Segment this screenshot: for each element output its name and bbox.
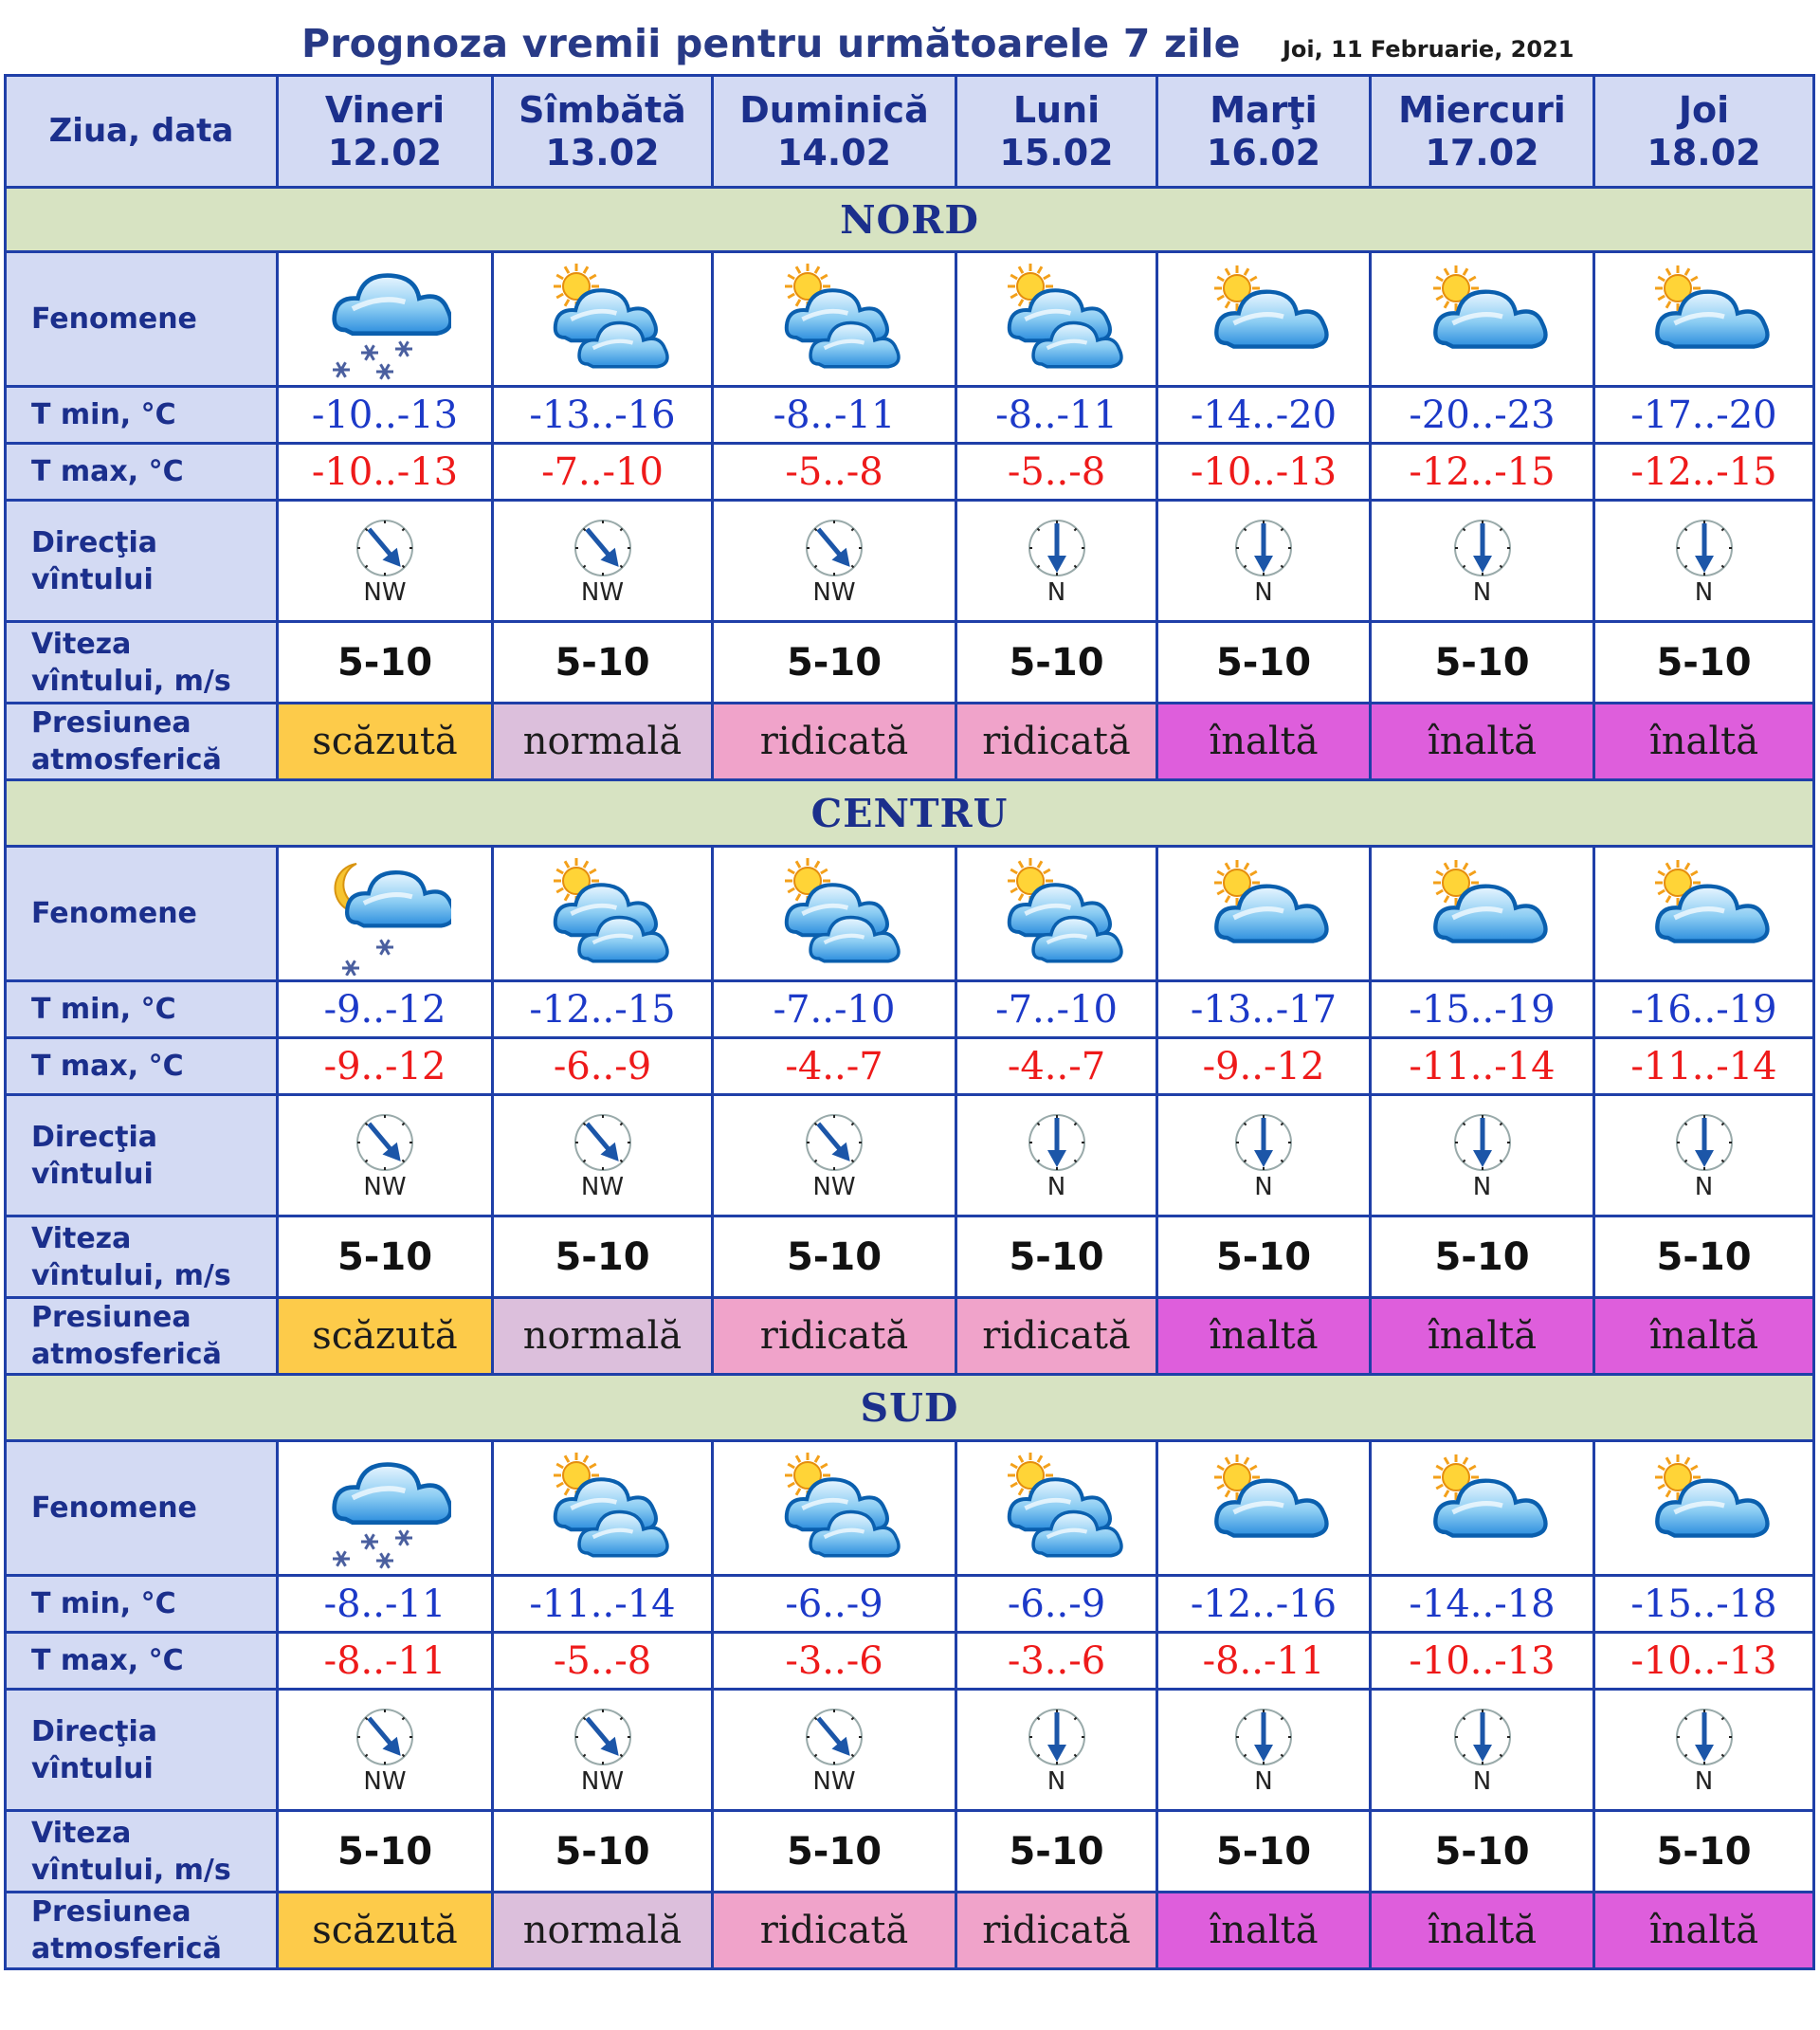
- moon-cloud-snow-icon: [279, 852, 491, 976]
- sun-cloud-icon: [957, 258, 1156, 381]
- pressure-value: înaltă: [1371, 1893, 1594, 1969]
- tmax-value: -5..-8: [956, 444, 1157, 501]
- weather-cell: [956, 847, 1157, 981]
- current-date: Joi, 11 Februarie, 2021: [1283, 36, 1574, 63]
- wind-speed-value: 5-10: [1594, 1216, 1814, 1298]
- day-name: Luni: [1012, 89, 1101, 132]
- tmin-value: -13..-16: [493, 387, 713, 444]
- wind-direction-label: N: [1254, 1172, 1273, 1201]
- tmin-row: [6, 387, 1814, 444]
- row-label: [6, 1095, 278, 1216]
- tmin-value: -17..-20: [1594, 387, 1814, 444]
- tmin-value: -7..-10: [713, 981, 956, 1038]
- wind-direction-label: N: [1254, 577, 1273, 607]
- pressure-value: ridicată: [713, 1298, 956, 1375]
- wind-speed-value: 5-10: [278, 622, 493, 704]
- wind-speed-value: 5-10: [1594, 1811, 1814, 1893]
- row-label-line: vîntului, m/s: [31, 664, 231, 698]
- wind-direction-label: NW: [363, 1172, 407, 1201]
- wind-direction-cell: [1157, 1095, 1371, 1216]
- tmin-value: -15..-18: [1594, 1576, 1814, 1633]
- tmax-value: -10..-13: [1157, 444, 1371, 501]
- weather-cell: [278, 1441, 493, 1576]
- compass-icon: [494, 1112, 711, 1173]
- day-header: [278, 76, 493, 188]
- page-title: Prognoza vremii pentru următoarele 7 zile: [301, 21, 1241, 66]
- tmin-value: -6..-9: [713, 1576, 956, 1633]
- row-label: Fenomene: [6, 252, 278, 387]
- day-name: Duminică: [739, 89, 929, 132]
- tmax-value: -5..-8: [493, 1633, 713, 1690]
- tmax-value: -8..-11: [1157, 1633, 1371, 1690]
- wind-direction-cell: [1594, 1690, 1814, 1811]
- region-row: [6, 1375, 1814, 1441]
- tmax-value: -9..-12: [1157, 1038, 1371, 1095]
- wind-direction-label: N: [1694, 1766, 1714, 1796]
- day-name: Joi: [1678, 89, 1730, 132]
- tmin-value: -7..-10: [956, 981, 1157, 1038]
- tmin-value: -13..-17: [1157, 981, 1371, 1038]
- compass-icon: [1595, 1707, 1812, 1767]
- tmax-value: -10..-13: [278, 444, 493, 501]
- weather-cell: [278, 252, 493, 387]
- day-name: Sîmbătă: [519, 89, 686, 132]
- tmin-value: -8..-11: [956, 387, 1157, 444]
- wind-direction-cell: [713, 501, 956, 622]
- weather-cell: [713, 847, 956, 981]
- pressure-row: [6, 1298, 1814, 1375]
- wind-direction-cell: [1594, 501, 1814, 622]
- region-name: SUD: [6, 1375, 1814, 1441]
- wind-speed-value: 5-10: [493, 1811, 713, 1893]
- weather-cell: [493, 252, 713, 387]
- day-date: 17.02: [1425, 131, 1539, 174]
- wind-speed-value: 5-10: [1371, 622, 1594, 704]
- sun-cloud-light-icon: [1372, 852, 1592, 976]
- pressure-value: înaltă: [1594, 1298, 1814, 1375]
- tmax-row: [6, 1633, 1814, 1690]
- tmax-value: -8..-11: [278, 1633, 493, 1690]
- wind-direction-label: NW: [812, 577, 856, 607]
- pressure-value: înaltă: [1594, 704, 1814, 780]
- wind-direction-cell: [1594, 1095, 1814, 1216]
- day-header: [1157, 76, 1371, 188]
- tmin-value: -20..-23: [1371, 387, 1594, 444]
- weather-cell: [956, 252, 1157, 387]
- tmax-value: -3..-6: [956, 1633, 1157, 1690]
- day-date: 15.02: [999, 131, 1114, 174]
- wind-direction-cell: [493, 1690, 713, 1811]
- tmax-value: -6..-9: [493, 1038, 713, 1095]
- tmin-value: -10..-13: [278, 387, 493, 444]
- pressure-value: scăzută: [278, 704, 493, 780]
- compass-icon: [1158, 518, 1369, 578]
- row-label: T min, °C: [6, 1576, 278, 1633]
- row-label-line: vîntului: [31, 1751, 154, 1785]
- wind-direction-cell: [278, 1095, 493, 1216]
- tmin-value: -16..-19: [1594, 981, 1814, 1038]
- tmin-row: [6, 1576, 1814, 1633]
- tmax-value: -11..-14: [1371, 1038, 1594, 1095]
- pressure-value: scăzută: [278, 1893, 493, 1969]
- wind-direction-cell: [1371, 1095, 1594, 1216]
- day-name: Marţi: [1210, 89, 1318, 132]
- tmin-value: -15..-19: [1371, 981, 1594, 1038]
- row-label: T max, °C: [6, 444, 278, 501]
- weather-cell: [1157, 1441, 1371, 1576]
- row-label-line: Direcţia: [31, 1714, 157, 1748]
- pressure-value: ridicată: [713, 1893, 956, 1969]
- wind-direction-label: N: [1046, 1172, 1066, 1201]
- wind-direction-label: NW: [363, 577, 407, 607]
- pressure-value: înaltă: [1157, 1893, 1371, 1969]
- wind-speed-value: 5-10: [1594, 622, 1814, 704]
- row-label-line: vîntului: [31, 1157, 154, 1191]
- tmax-value: -4..-7: [956, 1038, 1157, 1095]
- row-label-line: vîntului: [31, 562, 154, 596]
- wind-direction-cell: [278, 501, 493, 622]
- pressure-value: înaltă: [1157, 1298, 1371, 1375]
- weather-cell: [956, 1441, 1157, 1576]
- row-label-line: vîntului, m/s: [31, 1258, 231, 1292]
- weather-cell: [1371, 847, 1594, 981]
- sun-cloud-icon: [494, 852, 711, 976]
- row-label: T max, °C: [6, 1038, 278, 1095]
- wind-direction-cell: [713, 1095, 956, 1216]
- pressure-row: [6, 704, 1814, 780]
- day-header: [956, 76, 1157, 188]
- compass-icon: [494, 1707, 711, 1767]
- day-header: [1594, 76, 1814, 188]
- compass-icon: [1372, 1707, 1592, 1767]
- day-date: 18.02: [1647, 131, 1761, 174]
- sun-cloud-icon: [957, 852, 1156, 976]
- wind-speed-row: [6, 1811, 1814, 1893]
- tmin-value: -11..-14: [493, 1576, 713, 1633]
- pressure-value: normală: [493, 1298, 713, 1375]
- wind-speed-value: 5-10: [1371, 1811, 1594, 1893]
- row-label-line: Viteza: [31, 627, 132, 661]
- weather-cell: [1371, 252, 1594, 387]
- wind-direction-label: N: [1694, 577, 1714, 607]
- cloud-snow-icon: [279, 258, 491, 381]
- wind-direction-label: NW: [812, 1172, 856, 1201]
- tmax-value: -12..-15: [1594, 444, 1814, 501]
- sun-cloud-light-icon: [1372, 1447, 1592, 1570]
- pressure-value: ridicată: [956, 704, 1157, 780]
- tmax-value: -9..-12: [278, 1038, 493, 1095]
- sun-cloud-light-icon: [1595, 852, 1812, 976]
- tmax-value: -3..-6: [713, 1633, 956, 1690]
- wind-speed-value: 5-10: [1157, 1216, 1371, 1298]
- row-label-line: vîntului, m/s: [31, 1853, 231, 1887]
- compass-icon: [1158, 1707, 1369, 1767]
- row-label-line: Direcţia: [31, 1120, 157, 1154]
- wind-speed-value: 5-10: [713, 1216, 956, 1298]
- row-label: T min, °C: [6, 981, 278, 1038]
- day-header: [713, 76, 956, 188]
- pressure-value: scăzută: [278, 1298, 493, 1375]
- compass-icon: [1158, 1112, 1369, 1173]
- day-header-row: [6, 76, 1814, 188]
- day-header: [1371, 76, 1594, 188]
- wind-direction-row: [6, 1095, 1814, 1216]
- row-label: [6, 1893, 278, 1969]
- row-label: [6, 704, 278, 780]
- wind-direction-label: N: [1046, 1766, 1066, 1796]
- sun-cloud-light-icon: [1158, 852, 1369, 976]
- row-label: T max, °C: [6, 1633, 278, 1690]
- wind-direction-cell: [713, 1690, 956, 1811]
- wind-direction-cell: [493, 1095, 713, 1216]
- pressure-value: înaltă: [1371, 704, 1594, 780]
- wind-direction-cell: [956, 1690, 1157, 1811]
- compass-icon: [1372, 518, 1592, 578]
- wind-direction-label: N: [1472, 1766, 1492, 1796]
- wind-direction-row: [6, 501, 1814, 622]
- sun-cloud-light-icon: [1158, 258, 1369, 381]
- wind-direction-label: NW: [580, 577, 625, 607]
- pressure-value: înaltă: [1371, 1298, 1594, 1375]
- wind-direction-label: N: [1472, 1172, 1492, 1201]
- wind-direction-label: NW: [812, 1766, 856, 1796]
- day-date: 13.02: [545, 131, 660, 174]
- day-name: Miercuri: [1398, 89, 1566, 132]
- wind-direction-label: NW: [580, 1766, 625, 1796]
- wind-speed-row: [6, 1216, 1814, 1298]
- phenomena-row: [6, 252, 1814, 387]
- tmin-value: -8..-11: [713, 387, 956, 444]
- row-label-line: Presiunea: [31, 706, 191, 740]
- row-label: [6, 1298, 278, 1375]
- row-label-line: Viteza: [31, 1816, 132, 1850]
- wind-speed-value: 5-10: [956, 1216, 1157, 1298]
- wind-direction-cell: [956, 501, 1157, 622]
- compass-icon: [957, 1112, 1156, 1173]
- tmin-value: -14..-18: [1371, 1576, 1594, 1633]
- pressure-value: înaltă: [1594, 1893, 1814, 1969]
- wind-speed-value: 5-10: [956, 622, 1157, 704]
- sun-cloud-icon: [714, 852, 955, 976]
- row-label: [6, 622, 278, 704]
- weather-cell: [1594, 847, 1814, 981]
- wind-speed-value: 5-10: [713, 1811, 956, 1893]
- compass-icon: [494, 518, 711, 578]
- wind-direction-row: [6, 1690, 1814, 1811]
- row-label: Fenomene: [6, 1441, 278, 1576]
- compass-icon: [279, 518, 491, 578]
- wind-speed-value: 5-10: [278, 1216, 493, 1298]
- wind-speed-value: 5-10: [1371, 1216, 1594, 1298]
- region-row: [6, 188, 1814, 252]
- wind-direction-label: N: [1046, 577, 1066, 607]
- wind-direction-label: N: [1472, 577, 1492, 607]
- wind-speed-value: 5-10: [493, 1216, 713, 1298]
- wind-speed-value: 5-10: [278, 1811, 493, 1893]
- sun-cloud-icon: [714, 258, 955, 381]
- sun-cloud-icon: [714, 1447, 955, 1570]
- pressure-value: înaltă: [1157, 704, 1371, 780]
- row-label: [6, 1811, 278, 1893]
- row-label-line: Viteza: [31, 1221, 132, 1255]
- tmax-value: -11..-14: [1594, 1038, 1814, 1095]
- sun-cloud-icon: [957, 1447, 1156, 1570]
- sun-cloud-light-icon: [1372, 258, 1592, 381]
- sun-cloud-light-icon: [1595, 258, 1812, 381]
- pressure-value: ridicată: [956, 1298, 1157, 1375]
- tmin-value: -12..-15: [493, 981, 713, 1038]
- forecast-table: [4, 74, 1815, 1970]
- sun-cloud-light-icon: [1158, 1447, 1369, 1570]
- row-label-line: atmosferică: [31, 743, 222, 777]
- row-label: [6, 501, 278, 622]
- day-date: 16.02: [1206, 131, 1321, 174]
- sun-cloud-icon: [494, 1447, 711, 1570]
- compass-icon: [714, 1707, 955, 1767]
- tmin-value: -14..-20: [1157, 387, 1371, 444]
- tmax-value: -12..-15: [1371, 444, 1594, 501]
- weather-cell: [1157, 847, 1371, 981]
- region-row: [6, 780, 1814, 847]
- sun-cloud-light-icon: [1595, 1447, 1812, 1570]
- weather-cell: [493, 847, 713, 981]
- weather-cell: [493, 1441, 713, 1576]
- weather-cell: [1157, 252, 1371, 387]
- tmin-value: -12..-16: [1157, 1576, 1371, 1633]
- cloud-snow-icon: [279, 1447, 491, 1570]
- tmax-value: -5..-8: [713, 444, 956, 501]
- row-label: [6, 1216, 278, 1298]
- pressure-value: ridicată: [956, 1893, 1157, 1969]
- day-name: Vineri: [324, 89, 446, 132]
- wind-speed-value: 5-10: [1157, 622, 1371, 704]
- weather-cell: [713, 1441, 956, 1576]
- tmax-value: -7..-10: [493, 444, 713, 501]
- wind-direction-cell: [956, 1095, 1157, 1216]
- row-label-line: atmosferică: [31, 1338, 222, 1371]
- compass-icon: [714, 1112, 955, 1173]
- wind-direction-label: NW: [580, 1172, 625, 1201]
- row-label: [6, 1690, 278, 1811]
- row-label-line: Presiunea: [31, 1895, 191, 1929]
- row-label-line: Direcţia: [31, 525, 157, 559]
- tmax-value: -10..-13: [1594, 1633, 1814, 1690]
- weather-cell: [713, 252, 956, 387]
- wind-direction-label: N: [1694, 1172, 1714, 1201]
- weather-cell: [1594, 1441, 1814, 1576]
- wind-speed-value: 5-10: [956, 1811, 1157, 1893]
- wind-direction-cell: [1371, 501, 1594, 622]
- tmin-row: [6, 981, 1814, 1038]
- compass-icon: [714, 518, 955, 578]
- tmax-row: [6, 1038, 1814, 1095]
- tmin-value: -6..-9: [956, 1576, 1157, 1633]
- compass-icon: [1595, 518, 1812, 578]
- tmax-row: [6, 444, 1814, 501]
- tmin-value: -8..-11: [278, 1576, 493, 1633]
- wind-direction-label: NW: [363, 1766, 407, 1796]
- phenomena-row: [6, 1441, 1814, 1576]
- wind-speed-value: 5-10: [493, 622, 713, 704]
- corner-label: Ziua, data: [6, 76, 278, 188]
- day-date: 14.02: [776, 131, 892, 174]
- wind-direction-label: N: [1254, 1766, 1273, 1796]
- compass-icon: [1595, 1112, 1812, 1173]
- row-label-line: Presiunea: [31, 1301, 191, 1334]
- row-label: Fenomene: [6, 847, 278, 981]
- day-date: 12.02: [327, 131, 443, 174]
- pressure-value: normală: [493, 704, 713, 780]
- compass-icon: [279, 1112, 491, 1173]
- weather-cell: [1594, 252, 1814, 387]
- wind-direction-cell: [1371, 1690, 1594, 1811]
- sun-cloud-icon: [494, 258, 711, 381]
- wind-speed-value: 5-10: [713, 622, 956, 704]
- row-label: T min, °C: [6, 387, 278, 444]
- wind-direction-cell: [1157, 501, 1371, 622]
- tmin-value: -9..-12: [278, 981, 493, 1038]
- pressure-value: ridicată: [713, 704, 956, 780]
- pressure-row: [6, 1893, 1814, 1969]
- tmax-value: -10..-13: [1371, 1633, 1594, 1690]
- compass-icon: [957, 1707, 1156, 1767]
- region-name: CENTRU: [6, 780, 1814, 847]
- wind-direction-cell: [278, 1690, 493, 1811]
- weather-cell: [278, 847, 493, 981]
- weather-cell: [1371, 1441, 1594, 1576]
- wind-speed-value: 5-10: [1157, 1811, 1371, 1893]
- pressure-value: normală: [493, 1893, 713, 1969]
- wind-speed-row: [6, 622, 1814, 704]
- compass-icon: [957, 518, 1156, 578]
- row-label-line: atmosferică: [31, 1932, 222, 1966]
- compass-icon: [1372, 1112, 1592, 1173]
- phenomena-row: [6, 847, 1814, 981]
- day-header: [493, 76, 713, 188]
- tmax-value: -4..-7: [713, 1038, 956, 1095]
- wind-direction-cell: [1157, 1690, 1371, 1811]
- page-header: [0, 0, 1820, 74]
- region-name: NORD: [6, 188, 1814, 252]
- wind-direction-cell: [493, 501, 713, 622]
- compass-icon: [279, 1707, 491, 1767]
